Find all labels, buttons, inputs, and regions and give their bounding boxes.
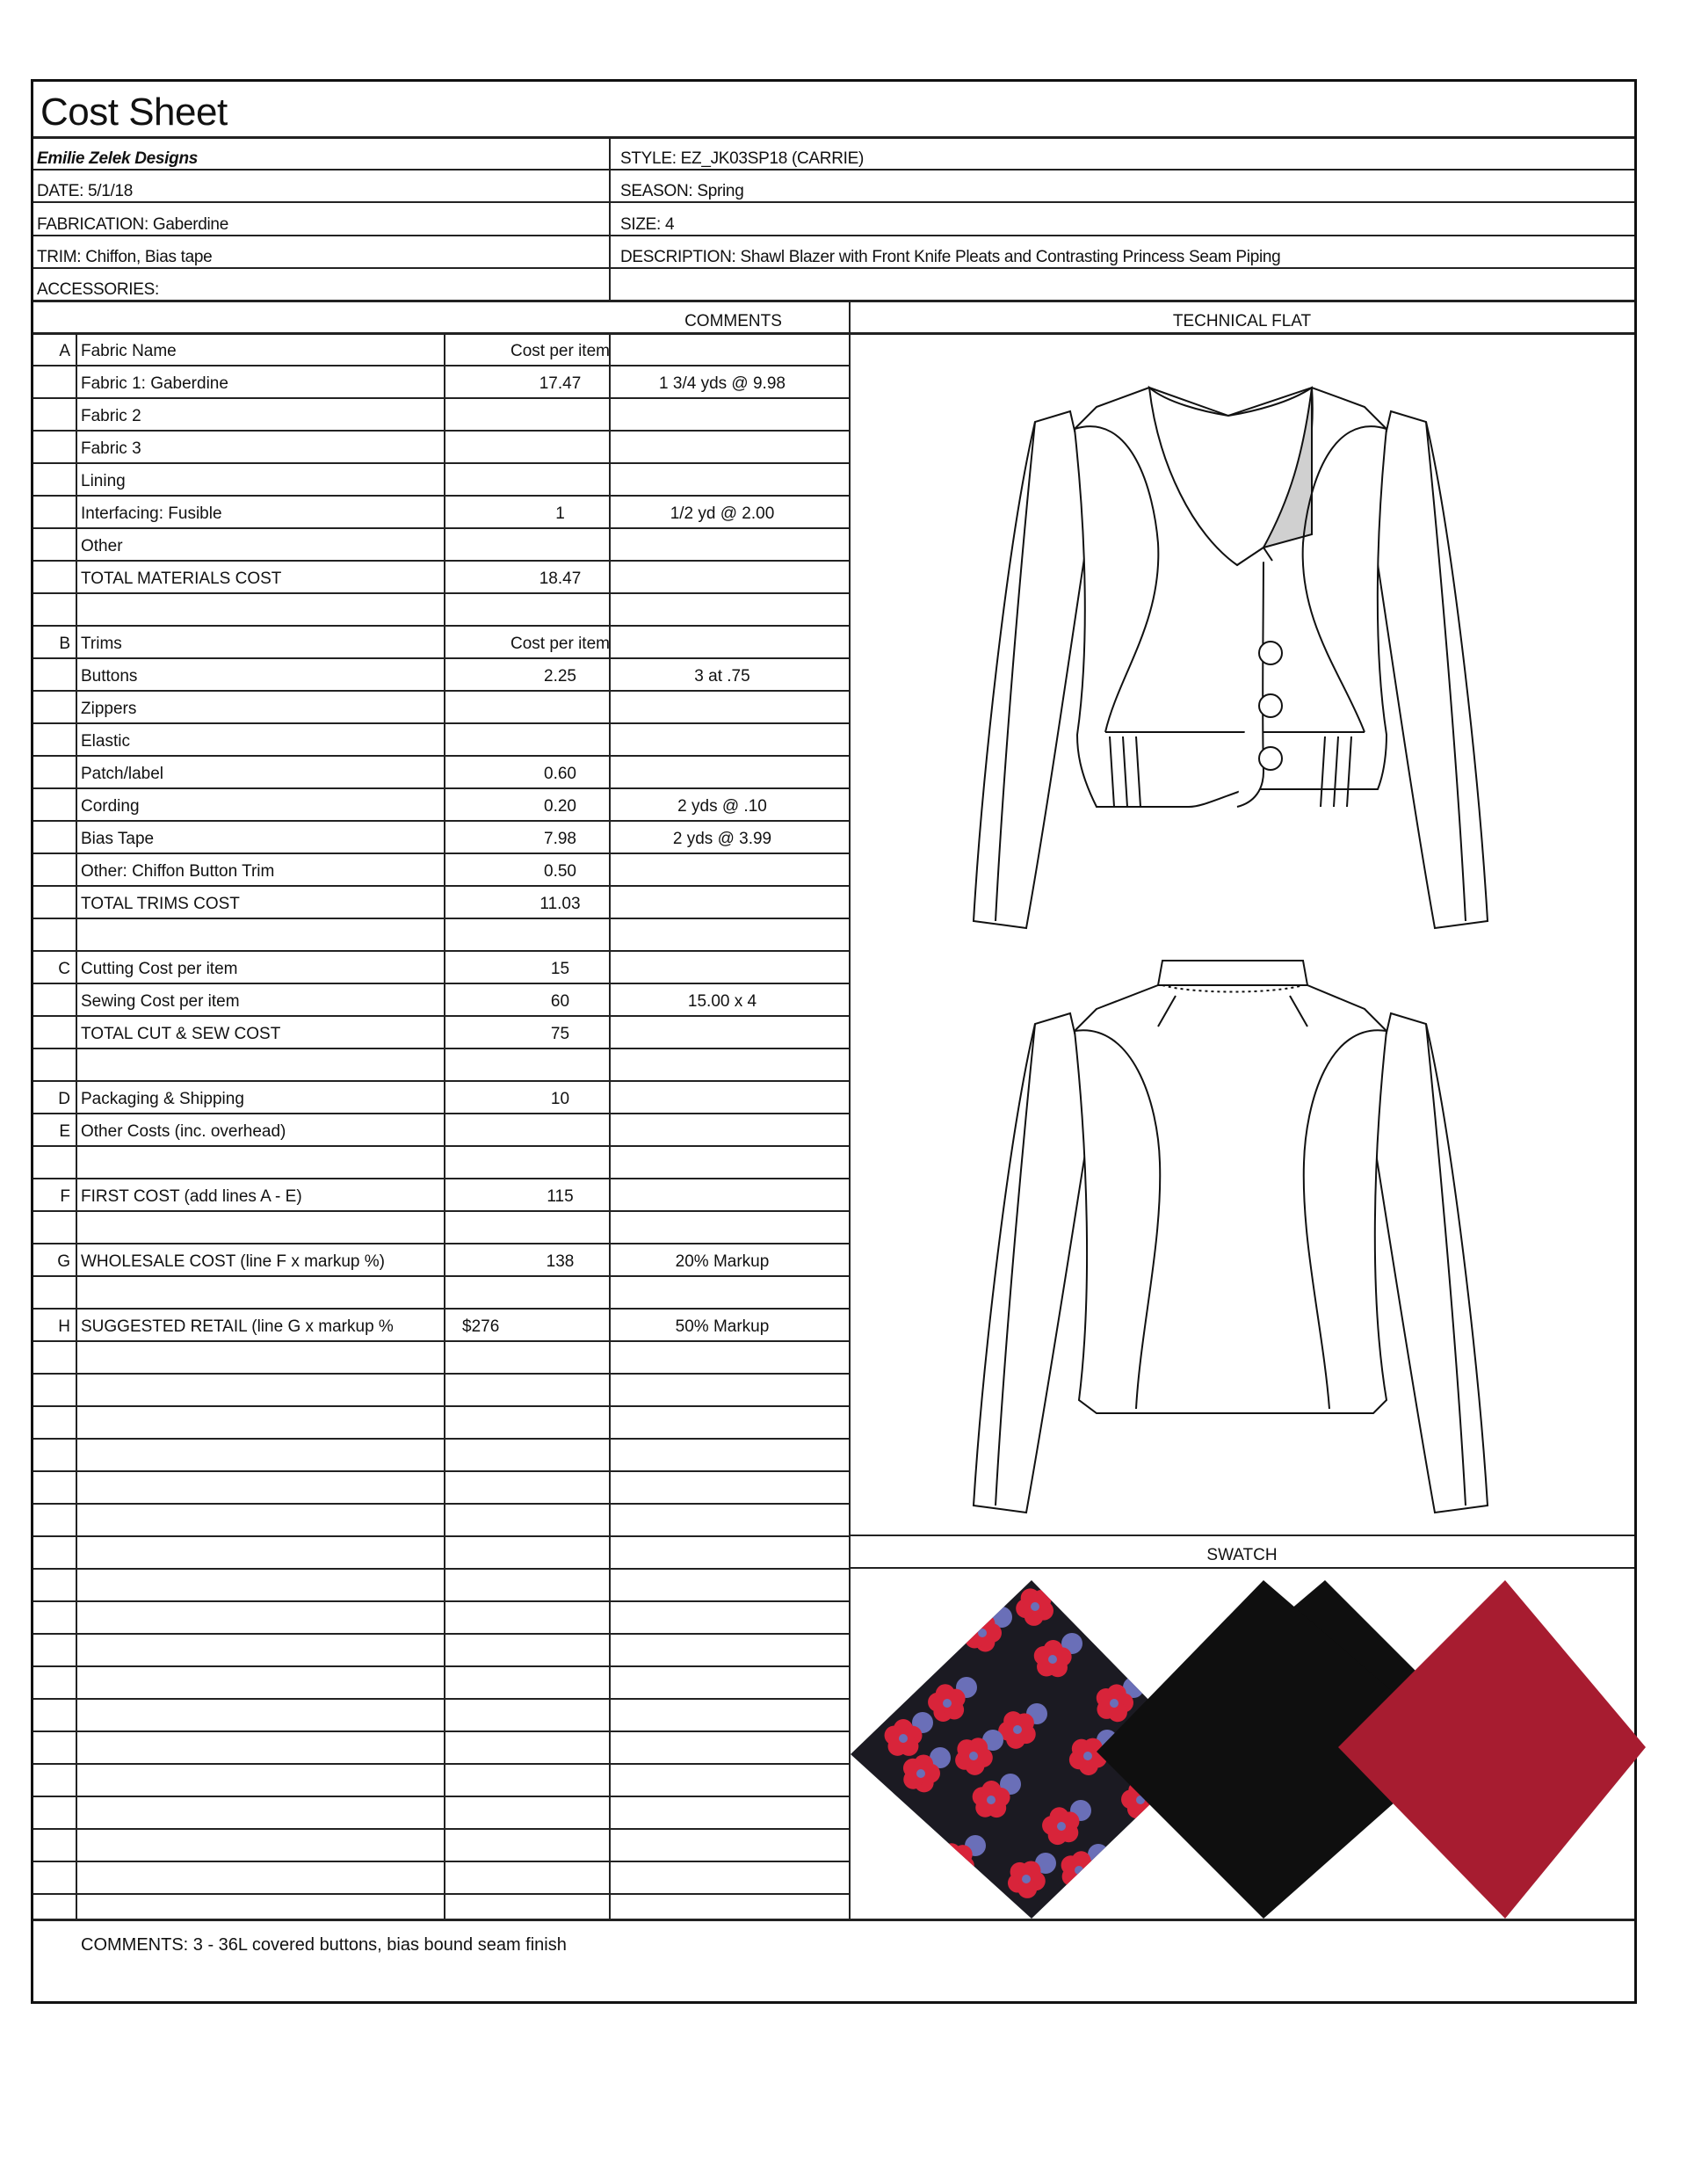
row-item: Sewing Cost per item	[81, 992, 240, 1011]
table-row-divider	[33, 1080, 849, 1082]
divider	[33, 300, 1634, 302]
row-cost: 115	[547, 1187, 574, 1206]
table-row-divider	[33, 657, 849, 659]
row-item: TOTAL MATERIALS COST	[81, 570, 282, 588]
row-cost: Cost per item	[510, 342, 610, 360]
table-column-divider	[444, 332, 445, 1919]
header-column-divider	[609, 136, 611, 300]
row-comment: 2 yds @ 3.99	[672, 830, 772, 848]
floral-center	[987, 1796, 996, 1804]
page-title: Cost Sheet	[40, 91, 228, 134]
table-row-divider	[33, 397, 849, 399]
floral-center	[969, 1752, 978, 1760]
row-item: Fabric 1: Gaberdine	[81, 374, 228, 393]
row-comment: 20% Markup	[675, 1252, 770, 1271]
row-item: Buttons	[81, 667, 138, 686]
cost-sheet	[31, 79, 1637, 2004]
table-row-divider	[33, 690, 849, 692]
floral-center	[1075, 1866, 1083, 1875]
table-row-divider	[33, 853, 849, 854]
size-field: SIZE: 4	[620, 215, 675, 234]
table-row-divider	[33, 430, 849, 432]
row-cost: 11.03	[539, 895, 581, 913]
floral-center	[1083, 1752, 1092, 1760]
jacket-front-flat	[974, 359, 1518, 939]
table-row-divider	[33, 560, 849, 562]
title-divider	[33, 136, 1634, 139]
row-comment: 2 yds @ .10	[677, 797, 767, 816]
floral-center	[978, 1629, 987, 1637]
table-row-divider	[33, 787, 849, 789]
row-comment: 1 3/4 yds @ 9.98	[659, 374, 786, 393]
row-item: Trims	[81, 635, 122, 653]
row-cost: 18.47	[539, 570, 582, 588]
row-item: TOTAL TRIMS COST	[81, 895, 240, 913]
row-cost: 2.25	[544, 667, 576, 686]
accessories-field: ACCESSORIES:	[37, 280, 159, 299]
table-row-divider	[33, 820, 849, 822]
table-row-divider	[33, 885, 849, 887]
row-item: Cording	[81, 797, 140, 816]
table-row-divider	[33, 983, 849, 984]
floral-leaf	[1088, 1844, 1109, 1865]
table-row-divider	[33, 1893, 849, 1895]
row-item: Bias Tape	[81, 830, 155, 848]
row-letter: F	[60, 1187, 70, 1206]
description-field: DESCRIPTION: Shawl Blazer with Front Knife Pleats and Contrasting Princess Seam Piping	[620, 248, 1281, 266]
table-row-divider	[33, 1308, 849, 1310]
row-item: Other Costs (inc. overhead)	[81, 1122, 286, 1141]
row-cost: 17.47	[539, 374, 582, 393]
row-letter: D	[58, 1090, 70, 1108]
fabrication-field: FABRICATION: Gaberdine	[37, 215, 228, 234]
technical-flat-header: TECHNICAL FLAT	[1172, 312, 1312, 330]
swatch-header: SWATCH	[1206, 1546, 1278, 1564]
table-row-divider	[33, 1340, 849, 1342]
floral-center	[1048, 1655, 1057, 1664]
row-letter: C	[58, 960, 70, 978]
table-row-divider	[33, 592, 849, 594]
table-row-divider	[33, 722, 849, 724]
row-item: SUGGESTED RETAIL (line G x markup %	[81, 1317, 394, 1336]
table-row-divider	[33, 527, 849, 529]
row-item: Fabric 2	[81, 407, 141, 425]
comments-header: COMMENTS	[684, 312, 782, 330]
row-cost: 1	[555, 504, 565, 523]
row-letter: E	[59, 1122, 70, 1141]
footer-divider	[33, 1919, 1634, 1921]
table-row-divider	[33, 1665, 849, 1667]
row-cost: Cost per item	[510, 635, 610, 653]
floral-center	[1110, 1699, 1119, 1708]
jacket-back-flat	[974, 961, 1518, 1523]
floral-center	[1031, 1602, 1039, 1611]
row-cost: 60	[550, 992, 570, 1011]
table-row-divider	[33, 1145, 849, 1147]
table-row-divider	[33, 1438, 849, 1440]
table-row-divider	[33, 625, 849, 627]
table-row-divider	[33, 1828, 849, 1830]
floral-center	[1013, 1725, 1022, 1734]
row-cost: 0.50	[544, 862, 576, 881]
table-row-divider	[33, 1178, 849, 1179]
season-field: SEASON: Spring	[620, 182, 744, 200]
row-item: Packaging & Shipping	[81, 1090, 244, 1108]
table-row-divider	[33, 1568, 849, 1570]
trim-field: TRIM: Chiffon, Bias tape	[37, 248, 213, 266]
row-item: Interfacing: Fusible	[81, 504, 222, 523]
floral-center	[916, 1769, 925, 1778]
table-row-divider	[33, 365, 849, 366]
swatch-group	[851, 1580, 1633, 1919]
floral-center	[899, 1734, 908, 1743]
table-row-divider	[33, 1048, 849, 1049]
style-field: STYLE: EZ_JK03SP18 (CARRIE)	[620, 149, 865, 168]
row-letter: G	[57, 1252, 70, 1271]
row-letter: B	[59, 635, 70, 653]
row-comment: 50% Markup	[675, 1317, 770, 1336]
floral-center	[943, 1699, 952, 1708]
company-name: Emilie Zelek Designs	[37, 149, 199, 168]
row-item: Cutting Cost per item	[81, 960, 238, 978]
red-swatch	[1338, 1580, 1646, 1919]
row-comment: 3 at .75	[694, 667, 750, 686]
row-item: FIRST COST (add lines A - E)	[81, 1187, 302, 1206]
table-row-divider	[33, 918, 849, 919]
footer-comments: COMMENTS: 3 - 36L covered buttons, bias bound seam finish	[81, 1935, 567, 1955]
row-item: Lining	[81, 472, 126, 490]
row-letter: A	[59, 342, 70, 360]
divider	[33, 201, 1634, 203]
floral-petal	[955, 1856, 974, 1876]
table-row-divider	[33, 1633, 849, 1635]
table-row-divider	[33, 1113, 849, 1114]
row-cost: 10	[550, 1090, 570, 1108]
table-row-divider	[33, 1015, 849, 1017]
row-cost: 0.20	[544, 797, 576, 816]
row-cost: 75	[550, 1025, 570, 1043]
divider	[33, 267, 1634, 269]
table-row-divider	[33, 1243, 849, 1244]
table-row-divider	[33, 1503, 849, 1505]
row-cost: 138	[546, 1252, 575, 1271]
row-comment: 15.00 x 4	[687, 992, 757, 1011]
row-item: Patch/label	[81, 765, 164, 783]
table-row-divider	[33, 755, 849, 757]
table-row-divider	[33, 1731, 849, 1732]
table-column-divider	[76, 332, 77, 1919]
table-row-divider	[33, 1600, 849, 1602]
swatch-header-divider	[849, 1567, 1634, 1569]
floral-center	[1057, 1822, 1066, 1831]
row-letter: H	[58, 1317, 70, 1336]
row-item: Other	[81, 537, 123, 555]
row-cost: 0.60	[544, 765, 576, 783]
table-row-divider	[33, 1210, 849, 1212]
table-row-divider	[33, 1763, 849, 1765]
table-row-divider	[33, 1698, 849, 1700]
row-cost: $276	[462, 1317, 500, 1336]
floral-center	[952, 1857, 960, 1866]
row-cost: 15	[550, 960, 570, 978]
divider	[33, 332, 1634, 335]
floral-petal	[945, 1861, 964, 1881]
row-item: Zippers	[81, 700, 137, 718]
swatch-top-divider	[849, 1535, 1634, 1536]
table-row-divider	[33, 462, 849, 464]
divider	[33, 169, 1634, 171]
table-row-divider	[33, 1796, 849, 1797]
row-comment: 1/2 yd @ 2.00	[670, 504, 775, 523]
row-item: TOTAL CUT & SEW COST	[81, 1025, 281, 1043]
table-row-divider	[33, 1405, 849, 1407]
divider	[33, 235, 1634, 236]
row-item: Fabric 3	[81, 439, 141, 458]
table-row-divider	[33, 950, 849, 952]
table-row-divider	[33, 1275, 849, 1277]
row-item: Elastic	[81, 732, 130, 751]
floral-center	[1022, 1875, 1031, 1883]
row-cost: 7.98	[544, 830, 576, 848]
table-row-divider	[33, 1861, 849, 1862]
floral-petal	[937, 1854, 956, 1873]
date-field: DATE: 5/1/18	[37, 182, 134, 200]
table-row-divider	[33, 1470, 849, 1472]
table-row-divider	[33, 1373, 849, 1375]
row-item: Other: Chiffon Button Trim	[81, 862, 275, 881]
row-item: Fabric Name	[81, 342, 177, 360]
table-row-divider	[33, 1535, 849, 1537]
row-item: WHOLESALE COST (line F x markup %)	[81, 1252, 385, 1271]
table-row-divider	[33, 495, 849, 497]
